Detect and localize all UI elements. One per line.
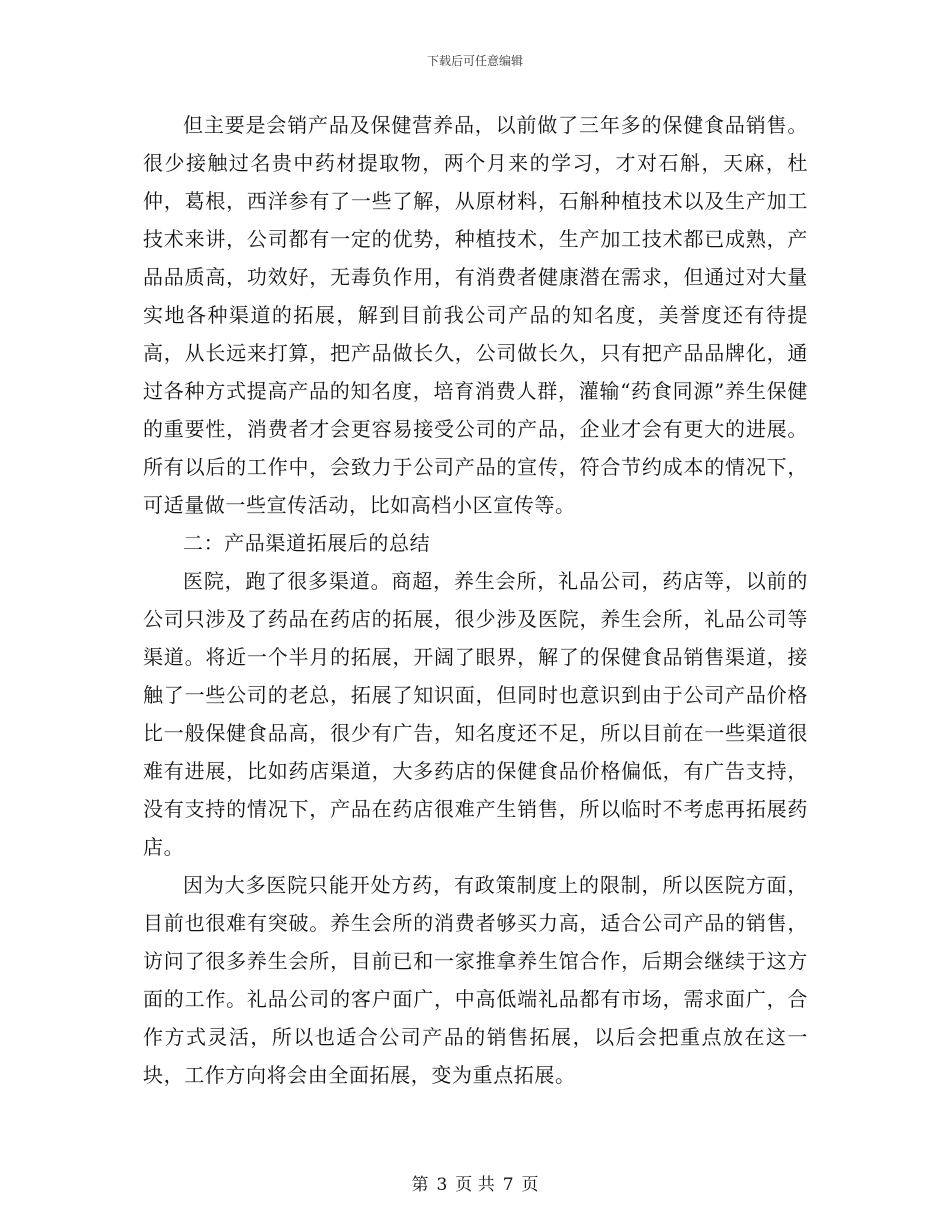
page-footer: [0, 1170, 950, 1195]
paragraph-marketing-summary: 但主要是会销产品及保健营养品，以前做了三年多的保健食品销售。很少接触过名贵中药材提取物，两个月来的学习，才对石斛，天麻，杜仲，葛根，西洋参有了一些了解，从原材料，石斛种植技术以及生产加工技术来讲，公司都有一定的优势，种植技术，生产加工技术都已成熟，产品品质高，功效好，无毒负作用，有消费者健康潜在需求，但通过对大量实地各种渠道的拓展，解到目前我公司产品的知名度，美誉度还有待提高，从长远来打算，把产品做长久，公司做长久，只有把产品品牌化，通过各种方式提高产品的知名度，培育消费人群，灌输“药食同源”养生保健的重要性，消费者才会更容易接受公司的产品，企业才会有更大的进展。所有以后的工作中，会致力于公司产品的宣传，符合节约成本的情况下，可适量做一些宣传活动，比如高档小区宣传等。: [143, 113, 808, 517]
footer-total-pages: 7: [502, 1175, 514, 1195]
footer-prefix: 第: [411, 1175, 429, 1195]
document-body: [143, 106, 808, 1094]
paragraph-channel-expansion: 医院，跑了很多渠道。商超，养生会所，礼品公司，药店等，以前的公司只涉及了药品在药店的拓展，很少涉及医院，养生会所，礼品公司等渠道。将近一个半月的拓展，开阔了眼界，解了的保健食品销售渠道，接触了一些公司的老总，拓展了知识面，但同时也意识到由于公司产品价格比一般保健食品高，很少有广告，知名度还不足，所以目前在一些渠道很难有进展，比如药店渠道，大多药店的保健食品价格偏低，有广告支持，没有支持的情况下，产品在药店很难产生销售，所以临时不考虑再拓展药店。: [143, 569, 808, 859]
footer-page-number: 3: [436, 1175, 448, 1195]
page-header: 下载后可任意编辑: [426, 54, 523, 68]
footer-suffix: 页: [521, 1175, 539, 1195]
paragraph-hospital-and-gift-channels: 因为大多医院只能开处方药，有政策制度上的限制，所以医院方面，目前也很难有突破。养生会所的消费者够买力高，适合公司产品的销售，访问了很多养生会所，目前已和一家推拿养生馆合作，后期会继续于这方面的工作。礼品公司的客户面广，中高低端礼品都有市场，需求面广，合作方式灵活，所以也适合公司产品的销售拓展，以后会把重点放在这一块，工作方向将会由全面拓展，变为重点拓展。: [143, 873, 808, 1087]
footer-middle: 页 共: [455, 1175, 495, 1195]
section-heading-channel-summary: 二：产品渠道拓展后的总结: [183, 531, 431, 555]
